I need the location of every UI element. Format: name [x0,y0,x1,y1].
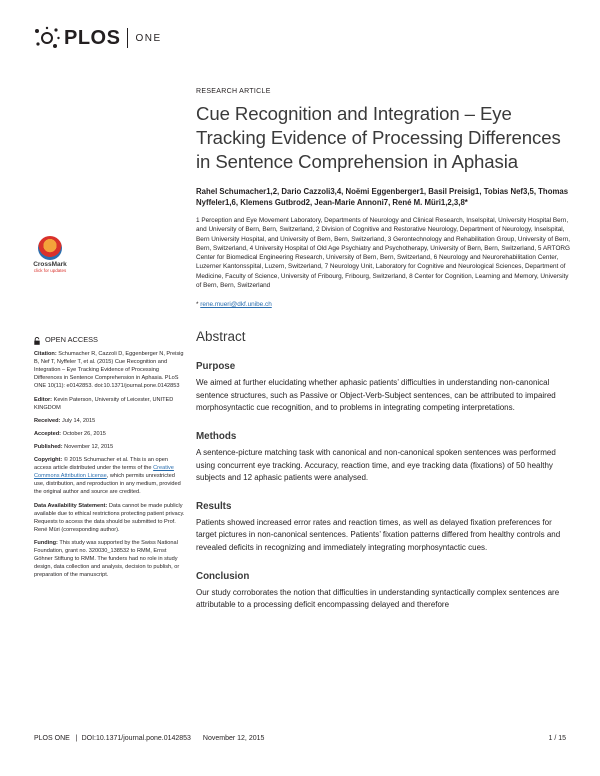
section-heading: Results [196,501,232,513]
copyright-text-2: , which permits unrestricted use, distribution, and reproduction in any medium, provided the original author and source are credited. [34,473,181,496]
received-block [34,417,186,425]
open-access-badge [34,336,186,344]
crossmark-icon [38,236,62,260]
funding-block [34,539,186,579]
footer-page-number: 1 / 15 [548,735,566,742]
section-heading: Purpose [196,361,236,373]
accepted-block [34,430,186,438]
author-list: Rahel Schumacher1,2, Dario Cazzoli3,4, Noëmi Eggenberger1, Basil Preisig1, Tobias Nef3,5, Thomas Nyffeler1,6, Klemens Gutbrod2, Jean-Marie Annoni7, René M. Müri1,2,3,8* [196,187,569,207]
crossmark-subtitle: click for updates [33,268,67,273]
copyright-block [34,456,186,496]
funding-text: This study was supported by the Swiss National Foundation, grant no. 320030_138532 to RMM, Ernst Göhner Stiftung to RMM. The funders had no role in study design, data collection and analysis, decision to publish, or preparation of the manuscript. [34,539,180,579]
article-type: RESEARCH ARTICLE [196,88,271,95]
published-block [34,443,186,451]
footer-journal: PLOS ONE [34,735,70,742]
abstract-section-results [196,501,574,554]
corresponding-author [196,301,574,308]
article-main [196,88,574,612]
abstract-heading: Abstract [196,329,246,345]
corresponding-email-link[interactable]: rene.mueri@dkf.unibe.ch [200,301,272,309]
editor-text: Kevin Paterson, University of Leicester, UNITED KINGDOM [34,396,174,411]
editor-block [34,396,186,412]
copyright-label: Copyright: [34,457,63,464]
abstract-section-conclusion [196,571,574,612]
data-availability-block [34,502,186,534]
section-text: A sentence-picture matching task with canonical and non-canonical spoken sentences was performed using concurrent eye tracking. Accuracy, reaction time, and eye tracking data (fixations) of 50 healthy subjects and 12 aphasic patients were analysed. [196,448,556,482]
data-availability-label: Data Availability Statement: [34,502,108,509]
footer-separator: | [75,735,78,742]
received-label: Received: [34,417,61,424]
section-heading: Conclusion [196,571,250,583]
license-link[interactable]: Creative Commons Attribution License [34,465,174,480]
accepted-label: Accepted: [34,430,62,437]
abstract-section-purpose [196,361,574,414]
logo-divider [127,28,128,48]
section-text: Patients showed increased error rates and reaction times, as well as delayed fixation preferences for target pictures in non-canonical sentences. Patients’ fixation patterns differed from healthy controls and revealed deficits in recognizing and immediately integrating morphosyntactic cues. [196,518,561,552]
corresponding-star: * [196,301,201,309]
article-info-sidebar [34,336,186,584]
crossmark-title: CrossMark [33,261,67,268]
copyright-text-1: © 2015 Schumacher et al. This is an open access article distributed under the terms of the [34,457,168,472]
article-title: Cue Recognition and Integration – Eye Tracking Evidence of Processing Differences in Sentence Comprehension in Aphasia [196,103,561,172]
affiliations: 1 Perception and Eye Movement Laboratory, Departments of Neurology and Clinical Research, Inselspital, University Hospital Bern, and University of Bern, Bern, Switzerland, 2 Division of Cognitive and Restorative Neurology, Department of Neurology, Inselspital, Bern University Hospital, and University of Bern, Bern, Switzerland, 3 Gerontechnology and Rehabilitation Group, University of Bern, Bern, Switzerland, 4 University Hospital of Old Age Psychiatry and Psychotherapy, University of Bern, Bern, Switzerland, 5 ARTORG Center for Biomedical Engineering Research, University of Bern, Bern, Switzerland, 6 Neurology and Neurorehabilitation Center, Luzerner Kantonsspital, Luzern, Switzerland, 7 Neurology Unit, Laboratory for Cognitive and Neurological Sciences, Department of Medicine, Faculty of Science, University of Fribourg, Fribourg, Switzerland, 8 Center for Cognition, Learning and Memory, University of Bern, Bern, Switzerland [196,217,571,290]
published-label: Published: [34,443,63,450]
funding-label: Funding: [34,539,58,546]
citation-block [34,350,186,390]
footer-citation [34,735,264,742]
journal-name: ONE [135,32,162,44]
data-availability-text: Data cannot be made publicly available due to ethical restrictions protecting patient privacy. Requests to access the data should be submitted to Prof. René Müri (corresponding author). [34,502,185,533]
plos-one-logo [34,26,162,50]
accepted-text: October 26, 2015 [61,430,106,437]
plos-logo-icon [34,26,60,50]
open-access-label: OPEN ACCESS [45,335,98,344]
footer-date: November 12, 2015 [202,735,265,742]
plos-wordmark: PLOS [64,26,121,49]
crossmark-badge[interactable] [30,236,70,273]
section-text: We aimed at further elucidating whether aphasic patients’ difficulties in understanding non-canonical sentence structures, such as Passive or Object-Verb-Subject sentences, can be attributed to impaired morphosyntactic cue recognition, and to problems in integrating competing interpretations. [196,378,556,412]
abstract-section-methods [196,431,574,484]
citation-label: Citation: [34,351,57,358]
citation-text: Schumacher R, Cazzoli D, Eggenberger N, Preisig B, Nef T, Nyffeler T, et al. (2015) Cue Recognition and Integration – Eye Tracking Evidence of Processing Differences in Sentence Comprehension in Aphasia. PLoS ONE 10(11): e0142853. doi:10.1371/journal.pone.0142853 [34,351,184,390]
open-lock-icon [34,337,40,344]
editor-label: Editor: [34,396,53,403]
received-text: July 14, 2015 [60,417,96,424]
page-footer [34,735,566,742]
section-text: Our study corroborates the notion that difficulties in understanding syntactically complex sentences are attributable to a processing deficit encompassing delayed and therefore [196,588,560,610]
published-text: November 12, 2015 [62,443,114,450]
footer-doi: DOI:10.1371/journal.pone.0142853 [81,735,191,742]
section-heading: Methods [196,431,237,443]
